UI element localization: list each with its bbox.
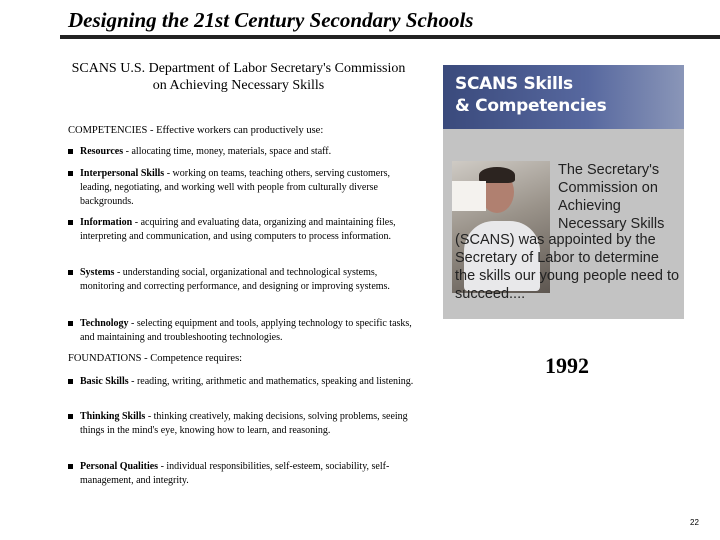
item-desc: - allocating time, money, materials, space and staff. [123, 146, 332, 157]
page-number: 22 [690, 518, 699, 527]
bullet-icon [68, 321, 73, 326]
slide-title: Designing the 21st Century Secondary Schools [68, 8, 474, 32]
item-desc: - selecting equipment and tools, applying technology to specific tasks, and maintaining and troubleshooting technologies. [80, 318, 412, 343]
banner-line-2: & Competencies [455, 96, 607, 116]
foundations-heading: FOUNDATIONS - Competence requires: [68, 353, 243, 364]
title-rule [60, 35, 720, 39]
card-caption-bottom: (SCANS) was appointed by the Secretary of Labor to determine the skills our young people need to succeed.... [455, 232, 680, 302]
list-item [68, 410, 414, 438]
card-caption-top: The Secretary's Commission on Achieving Necessary Skills [558, 162, 665, 232]
competencies-heading: COMPETENCIES - Effective workers can productively use: [68, 125, 324, 136]
item-term: Technology [80, 318, 129, 329]
banner-line-1: SCANS Skills [455, 74, 573, 94]
item-desc: - acquiring and evaluating data, organizing and maintaining files, interpreting and communication, and using computers to process information. [80, 217, 396, 242]
bullet-icon [68, 171, 73, 176]
item-desc: - thinking creatively, making decisions, solving problems, seeing things in the mind's eye, knowing how to learn, and reasoning. [80, 411, 408, 436]
banner-title [455, 73, 606, 117]
bullet-icon [68, 379, 73, 384]
bullet-icon [68, 464, 73, 469]
item-term: Thinking Skills [80, 411, 146, 422]
subtitle: SCANS U.S. Department of Labor Secretary's Commission on Achieving Necessary Skills [71, 61, 406, 93]
item-desc: - individual responsibilities, self-esteem, sociability, self-management, and integrity. [80, 461, 390, 486]
item-term: Systems [80, 267, 115, 278]
card-banner [443, 65, 684, 129]
bullet-icon [68, 149, 73, 154]
list-item [68, 375, 414, 389]
bullet-icon [68, 414, 73, 419]
scans-image-card [443, 65, 684, 319]
year-label: 1992 [545, 353, 589, 378]
item-term: Information [80, 217, 133, 228]
item-term: Interpersonal Skills [80, 168, 165, 179]
bullet-icon [68, 220, 73, 225]
list-item [68, 266, 414, 294]
list-item [68, 145, 414, 159]
item-term: Resources [80, 146, 124, 157]
list-item [68, 167, 414, 209]
item-desc: - reading, writing, arithmetic and mathematics, speaking and listening. [128, 376, 414, 387]
item-desc: - working on teams, teaching others, serving customers, leading, negotiating, and working well with people from culturally diverse backgrounds. [80, 168, 390, 207]
list-item [68, 216, 414, 244]
list-item [68, 317, 414, 345]
bullet-icon [68, 270, 73, 275]
item-term: Personal Qualities [80, 461, 159, 472]
item-term: Basic Skills [80, 376, 129, 387]
list-item [68, 460, 414, 488]
item-desc: - understanding social, organizational and technological systems, monitoring and correcting performance, and designing or improving systems. [80, 267, 390, 292]
